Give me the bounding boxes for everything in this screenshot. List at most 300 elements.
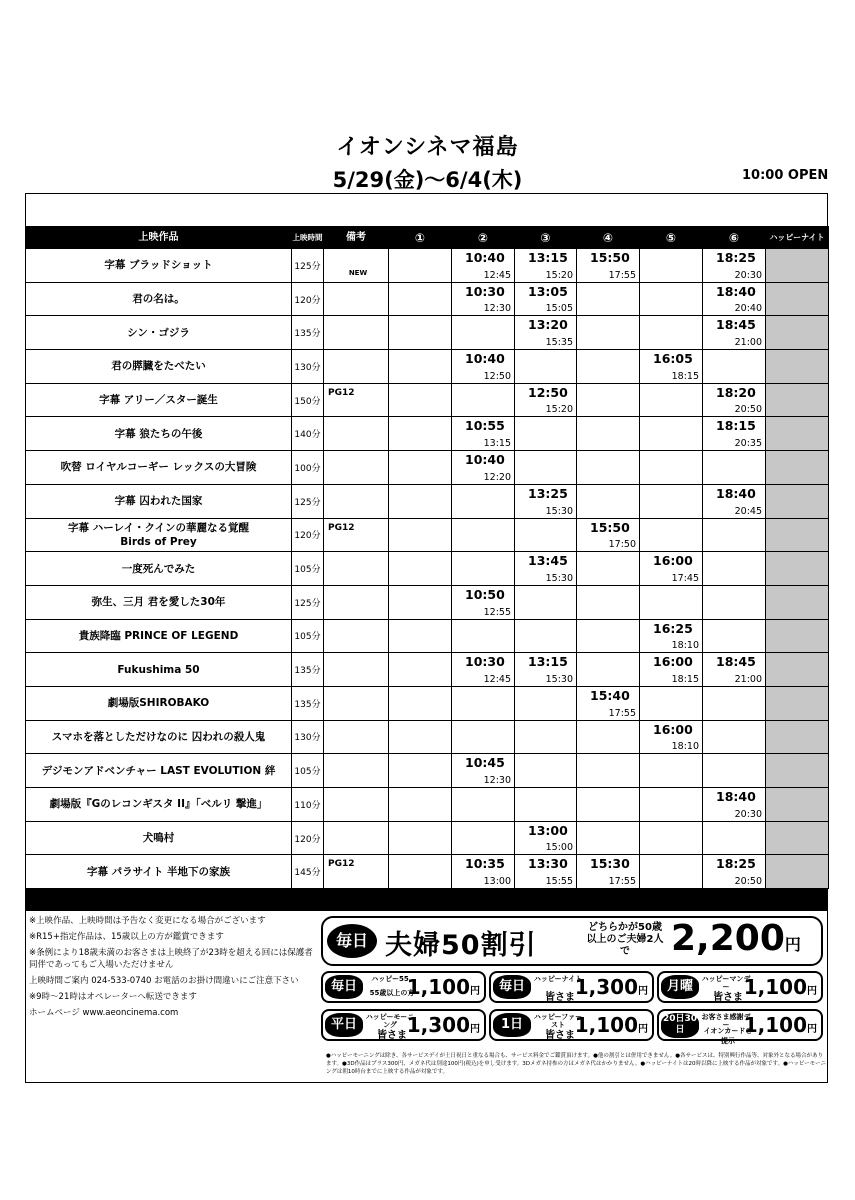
movie-title-subtitle: Birds of Prey [120, 535, 197, 548]
end-time: 15:20 [545, 404, 573, 416]
start-time: 15:50 [590, 519, 630, 535]
col-screen-5: ⑤ [640, 227, 703, 249]
col-screen-3: ③ [515, 227, 577, 249]
movie-duration: 135分 [292, 316, 324, 350]
end-time: 15:20 [545, 269, 573, 281]
start-time: 10:30 [465, 654, 505, 670]
price-sub-label: ハッピーファースト [533, 1013, 583, 1029]
start-time: 16:00 [653, 654, 693, 670]
movie-note [324, 619, 389, 653]
showtime-cell [389, 417, 452, 451]
end-time: 20:45 [734, 505, 762, 517]
showtime-cell [515, 585, 577, 619]
price-box [489, 971, 654, 1003]
start-time: 18:15 [716, 418, 756, 434]
showtime-cell [515, 350, 577, 384]
movie-title-text: 字幕 囚われた国家 [114, 495, 203, 508]
showtime-cell [577, 417, 640, 451]
showtime-cell [577, 754, 640, 788]
price-value: 1,100円 [743, 1013, 817, 1037]
showtime-cell [389, 720, 452, 754]
showtime-cell [703, 518, 766, 552]
showtime-cell [515, 720, 577, 754]
movie-title [26, 821, 292, 855]
movie-title [26, 653, 292, 687]
showtime-cell [577, 855, 640, 889]
start-time: 10:40 [465, 250, 505, 265]
col-screen-4: ④ [577, 227, 640, 249]
price-badge: 月曜 [661, 975, 699, 999]
note-r15: ※R15+指定作品は、15歳以上の方が鑑賞できます [29, 932, 224, 942]
movie-title-text: 字幕 ハーレイ・クインの華麗なる覚醒 [68, 521, 249, 534]
showtime-cell [640, 518, 703, 552]
movie-title-text: 貴族降臨 PRINCE OF LEGEND [78, 629, 239, 642]
schedule-table [25, 226, 829, 889]
showtime-cell [577, 451, 640, 485]
end-time: 17:55 [608, 876, 636, 888]
showtime-cell [452, 316, 515, 350]
price-badge: 毎日 [325, 975, 363, 999]
showtime-cell [640, 754, 703, 788]
showtime-cell [577, 686, 640, 720]
movie-note [324, 282, 389, 316]
start-time: 15:50 [590, 250, 630, 265]
movie-note [324, 451, 389, 485]
showtime-cell [389, 821, 452, 855]
end-time: 15:00 [545, 842, 573, 854]
price-box [657, 971, 823, 1003]
showtime-cell [577, 720, 640, 754]
happy-night-cell [766, 552, 829, 586]
showtime-cell [389, 451, 452, 485]
showtime-cell [389, 855, 452, 889]
table-row [26, 855, 829, 889]
movie-title-text: 弥生、三月 君を愛した30年 [91, 596, 226, 609]
movie-note [324, 653, 389, 687]
table-row [26, 585, 829, 619]
movie-duration: 150分 [292, 383, 324, 417]
movie-title-text: 君の名は。 [132, 293, 185, 306]
table-row [26, 821, 829, 855]
start-time: 13:05 [528, 283, 568, 299]
movie-title [26, 451, 292, 485]
movie-note [324, 821, 389, 855]
movie-duration: 125分 [292, 585, 324, 619]
daily-badge: 毎日 [327, 924, 377, 958]
showtime-cell [703, 417, 766, 451]
divider-bar [25, 888, 828, 911]
table-row [26, 720, 829, 754]
note-homepage: ホームページ www.aeoncinema.com [29, 1008, 179, 1018]
end-time: 15:35 [545, 337, 573, 349]
showtime-cell [640, 686, 703, 720]
col-note: 備考 [324, 227, 389, 249]
table-row [26, 417, 829, 451]
end-time: 13:00 [483, 876, 511, 888]
showtime-cell [640, 350, 703, 384]
showtime-cell [703, 350, 766, 384]
happy-night-cell [766, 720, 829, 754]
showtime-cell [389, 754, 452, 788]
end-time: 12:55 [483, 606, 511, 618]
couple-discount-price: 2,200円 [671, 918, 801, 959]
movie-duration: 130分 [292, 720, 324, 754]
col-happy-night: ハッピーナイト [766, 227, 829, 249]
movie-note [324, 484, 389, 518]
showtime-cell [577, 484, 640, 518]
movie-title [26, 855, 292, 889]
showtime-cell [703, 686, 766, 720]
movie-title [26, 754, 292, 788]
price-label: 皆さま [713, 992, 743, 1003]
showtime-cell [640, 383, 703, 417]
showtime-cell [389, 249, 452, 283]
showtime-cell [515, 552, 577, 586]
movie-duration: 100分 [292, 451, 324, 485]
showtime-cell [703, 720, 766, 754]
showtime-cell [577, 585, 640, 619]
happy-night-cell [766, 653, 829, 687]
happy-night-cell [766, 249, 829, 283]
happy-night-cell [766, 518, 829, 552]
price-label: 皆さま [545, 1030, 575, 1041]
price-sub-label: ハッピーナイト [533, 975, 583, 983]
header-row [26, 227, 829, 249]
showtime-cell [577, 788, 640, 822]
showtime-cell [703, 282, 766, 316]
showtime-cell [703, 821, 766, 855]
start-time: 13:15 [528, 250, 568, 265]
showtime-cell [389, 788, 452, 822]
start-time: 18:45 [716, 317, 756, 333]
price-box [657, 1009, 823, 1045]
price-badge: 20日30日 [661, 1013, 699, 1038]
end-time: 20:35 [734, 438, 762, 450]
movie-note: PG12 [324, 855, 389, 889]
showtime-cell [452, 350, 515, 384]
start-time: 13:30 [528, 856, 568, 872]
showtime-cell [703, 552, 766, 586]
note-change: ※上映作品、上映時間は予告なく変更になる場合がございます [29, 916, 266, 926]
movie-title [26, 484, 292, 518]
start-time: 18:45 [716, 654, 756, 670]
table-row [26, 754, 829, 788]
happy-night-cell [766, 821, 829, 855]
showtime-cell [389, 619, 452, 653]
table-row [26, 350, 829, 384]
end-time: 12:30 [483, 775, 511, 786]
movie-duration: 105分 [292, 619, 324, 653]
showtime-cell [452, 686, 515, 720]
showtime-cell [640, 720, 703, 754]
showtime-cell [389, 518, 452, 552]
showtime-cell [452, 821, 515, 855]
showtime-cell [515, 855, 577, 889]
end-time: 15:30 [545, 505, 573, 517]
showtime-cell [703, 855, 766, 889]
showtime-cell [640, 282, 703, 316]
end-time: 12:45 [483, 673, 511, 685]
showtime-cell [515, 788, 577, 822]
start-time: 18:40 [716, 485, 756, 501]
showtime-cell [452, 552, 515, 586]
movie-title-text: シン・ゴジラ [127, 326, 190, 339]
showtime-cell [389, 383, 452, 417]
start-time: 10:50 [465, 586, 505, 602]
start-time: 16:25 [653, 620, 693, 636]
price-value: 1,300円 [574, 975, 648, 999]
showtime-cell [452, 282, 515, 316]
showtime-cell [577, 619, 640, 653]
movie-title [26, 552, 292, 586]
table-row [26, 619, 829, 653]
showtime-cell [452, 855, 515, 889]
movie-duration: 110分 [292, 788, 324, 822]
start-time: 16:05 [653, 351, 693, 367]
price-sub-label: お客さま感謝デー [701, 1013, 751, 1029]
price-label: イオンカードご提示 [703, 1027, 753, 1045]
start-time: 12:50 [528, 384, 568, 400]
showtime-cell [577, 282, 640, 316]
happy-night-cell [766, 451, 829, 485]
showtime-cell [703, 249, 766, 283]
happy-night-cell [766, 316, 829, 350]
happy-night-cell [766, 686, 829, 720]
movie-title [26, 585, 292, 619]
movie-title-text: 劇場版SHIROBAKO [107, 697, 210, 710]
movie-title [26, 720, 292, 754]
showtime-cell [703, 451, 766, 485]
end-time: 12:20 [483, 471, 511, 483]
table-row [26, 788, 829, 822]
start-time: 13:25 [528, 485, 568, 501]
end-time: 15:05 [545, 303, 573, 315]
showtime-cell [703, 788, 766, 822]
movie-title-text: デジモンアドベンチャー LAST EVOLUTION 絆 [41, 764, 276, 777]
price-badge: 毎日 [493, 975, 531, 999]
happy-night-cell [766, 788, 829, 822]
end-time: 18:10 [671, 741, 699, 753]
price-label: 皆さま [377, 1030, 407, 1041]
start-time: 18:40 [716, 283, 756, 299]
start-time: 15:40 [590, 687, 630, 703]
movie-title-text: 字幕 狼たちの午後 [114, 427, 203, 440]
table-row [26, 653, 829, 687]
price-sub-label: ハッピーモーニング [365, 1013, 415, 1029]
movie-title-text: 劇場版『Gのレコンギスタ II』「ベルリ 撃進」 [49, 798, 268, 811]
col-screen-1: ① [389, 227, 452, 249]
start-time: 13:15 [528, 654, 568, 670]
showtime-cell [452, 518, 515, 552]
showtime-cell [640, 316, 703, 350]
start-time: 13:45 [528, 553, 568, 569]
movie-duration: 105分 [292, 552, 324, 586]
start-time: 10:45 [465, 755, 505, 771]
showtime-cell [703, 754, 766, 788]
showtime-cell [703, 316, 766, 350]
movie-note [324, 585, 389, 619]
happy-night-cell [766, 383, 829, 417]
showtime-cell [515, 619, 577, 653]
start-time: 18:40 [716, 789, 756, 804]
movie-title-text: 一度死んでみた [121, 562, 196, 575]
showtime-cell [577, 552, 640, 586]
price-value: 1,100円 [743, 975, 817, 999]
start-time: 10:55 [465, 418, 505, 434]
showtime-cell [515, 249, 577, 283]
movie-duration: 135分 [292, 686, 324, 720]
end-time: 17:55 [608, 269, 636, 281]
happy-night-cell [766, 282, 829, 316]
happy-night-cell [766, 855, 829, 889]
price-box [489, 1009, 654, 1041]
movie-title [26, 619, 292, 653]
happy-night-cell [766, 619, 829, 653]
happy-night-cell [766, 585, 829, 619]
movie-note [324, 720, 389, 754]
showtime-cell [577, 383, 640, 417]
movie-note: NEW [324, 249, 389, 283]
end-time: 18:10 [671, 640, 699, 652]
table-row [26, 451, 829, 485]
showtime-cell [640, 653, 703, 687]
start-time: 13:20 [528, 317, 568, 333]
showtime-cell [640, 619, 703, 653]
col-screen-6: ⑥ [703, 227, 766, 249]
showtime-cell [640, 249, 703, 283]
showtime-cell [577, 249, 640, 283]
showtime-cell [452, 653, 515, 687]
start-time: 18:25 [716, 250, 756, 265]
table-row [26, 552, 829, 586]
showtime-cell [703, 484, 766, 518]
showtime-cell [515, 686, 577, 720]
showtime-cell [452, 720, 515, 754]
showtime-cell [640, 552, 703, 586]
showtime-cell [452, 484, 515, 518]
movie-duration: 120分 [292, 282, 324, 316]
showtime-cell [452, 451, 515, 485]
table-row [26, 383, 829, 417]
start-time: 15:30 [590, 856, 630, 872]
col-duration: 上映時間 [292, 227, 324, 249]
movie-duration: 105分 [292, 754, 324, 788]
movie-duration: 125分 [292, 484, 324, 518]
movie-title [26, 249, 292, 283]
movie-title [26, 383, 292, 417]
table-row [26, 484, 829, 518]
showtime-cell [452, 788, 515, 822]
showtime-cell [640, 585, 703, 619]
start-time: 10:35 [465, 856, 505, 872]
movie-title [26, 518, 292, 552]
movie-title [26, 417, 292, 451]
end-time: 20:30 [734, 808, 762, 820]
showtime-cell [389, 653, 452, 687]
price-badge: 平日 [325, 1013, 363, 1037]
showtime-cell [515, 754, 577, 788]
end-time: 20:40 [734, 303, 762, 315]
movie-note: PG12 [324, 518, 389, 552]
happy-night-cell [766, 350, 829, 384]
movie-note [324, 686, 389, 720]
price-value: 1,100円 [406, 975, 480, 999]
start-time: 10:40 [465, 452, 505, 468]
showtime-cell [389, 585, 452, 619]
movie-note [324, 788, 389, 822]
couple-discount-box [321, 916, 823, 966]
showtime-cell [703, 619, 766, 653]
price-value: 1,300円 [406, 1013, 480, 1037]
showtime-cell [515, 484, 577, 518]
end-time: 17:55 [608, 707, 636, 719]
col-screen-2: ② [452, 227, 515, 249]
movie-title-text: 字幕 アリー／スター誕生 [99, 394, 218, 407]
start-time: 18:25 [716, 856, 756, 872]
showtime-cell [389, 316, 452, 350]
showtime-cell [640, 788, 703, 822]
movie-title [26, 316, 292, 350]
movie-note [324, 350, 389, 384]
showtime-cell [640, 855, 703, 889]
price-badge: 1日 [493, 1013, 531, 1037]
showtime-cell [452, 754, 515, 788]
showtime-cell [515, 282, 577, 316]
showtime-cell [640, 451, 703, 485]
showtime-cell [703, 585, 766, 619]
showtime-cell [515, 383, 577, 417]
showtime-cell [452, 249, 515, 283]
movie-title-text: Fukushima 50 [117, 663, 200, 676]
showtime-cell [452, 383, 515, 417]
end-time: 20:50 [734, 404, 762, 416]
movie-note [324, 417, 389, 451]
couple-discount-condition: どちらかが50歳以上のご夫婦2人で [586, 922, 664, 957]
showtime-cell [640, 417, 703, 451]
movie-title-text: スマホを落としただけなのに 囚われの殺人鬼 [51, 730, 266, 743]
price-label: 55歳以上の方 [369, 989, 415, 997]
end-time: 17:50 [608, 539, 636, 551]
showtime-cell [577, 350, 640, 384]
note-minors: ※条例により18歳未満のお客さまは上映終了が23時を超える回には保護者同伴であってもご入場いただけません [29, 948, 313, 970]
showtime-cell [389, 552, 452, 586]
col-title: 上映作品 [26, 227, 292, 249]
movie-title-text: 字幕 パラサイト 半地下の家族 [86, 865, 231, 878]
end-time: 17:45 [671, 572, 699, 584]
movie-duration: 120分 [292, 821, 324, 855]
movie-note: PG12 [324, 383, 389, 417]
table-row [26, 686, 829, 720]
movie-note [324, 552, 389, 586]
fine-print: ●ハッピーモーニングは除き、各サービスデイが土日祝日と重なる場合も、サービス料金でご鑑賞頂けます。●他の割引とは併用できません。●各サービスは、特別興行作品等、対象外となる場合があります。●3D作品はプラス300円、メガネ代は別途100円(税込)を申し受けます。3Dメガネ持参の方はメガネ代はかかりません。●ハッピーナイトは20時以降に上映する作品が対象です。●ハッピーモーニングは朝10時台までに上映する作品が対象です。 [326, 1053, 826, 1075]
showtime-cell [515, 316, 577, 350]
end-time: 15:30 [545, 572, 573, 584]
movie-title [26, 282, 292, 316]
notes-block [29, 915, 319, 1023]
showtime-cell [577, 653, 640, 687]
showtime-cell [577, 821, 640, 855]
end-time: 13:15 [483, 438, 511, 450]
start-time: 13:00 [528, 822, 568, 838]
movie-duration: 120分 [292, 518, 324, 552]
page-title: イオンシネマ福島 [336, 135, 519, 160]
showtime-cell [515, 653, 577, 687]
price-sub-label: ハッピーマンデー [701, 975, 751, 991]
table-row [26, 249, 829, 283]
price-box [321, 971, 486, 1003]
showtime-cell [389, 350, 452, 384]
showtime-cell [577, 316, 640, 350]
